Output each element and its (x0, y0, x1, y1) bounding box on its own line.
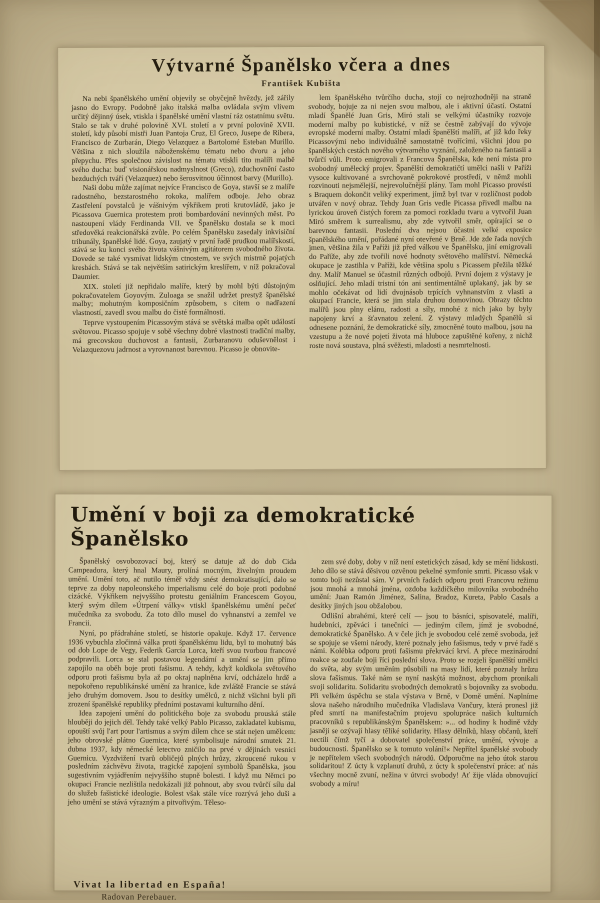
article1-byline: František Kubišta (261, 77, 341, 89)
right-edge-shadow (594, 0, 600, 240)
paragraph: Naši dobu může zajímat nejvíce Francisco de Goya, stavší se z malíře radostného, bezstarostného rokoka, malířem odboje. Jeho obraz Zastřelení povstalců je vášnivým výkřikem proti krutovládě, jako je Picassova Guernica protestem proti bombardování nevinných měst. Po nastoupení vlády Ferdinanda VII. ve Španělsku dostala se k moci středověká reakcionářská zvůle. Po celém Španělsku zasedaly inkvisiční tribunály, španělské lidé. Goya, zaujatý v první řadě prudkou malířskostí, stává se ku konci svého života vášnivým agitátorem svobodného života. Dovede se také vysmívat lidským ctnostem, ve svých mistrně pojatých kresbách. Stává se tak největším satirickým kreslířem, v níž pokračoval Daumier. (71, 182, 296, 281)
paragraph: Idea zapojení umění do politického boje za svobodu prouská stále hlouběji do jejich děl. Tehdy také velký Pablo Picasso, zakladatel kubismu, opouští svůj l'art pour l'artismus a svým dílem chce se stát nejen umělcem: jeho obrovské plátno Guernica, které symbolisuje národní smutek 21. dubna 1937, kdy německé letectvo zničilo na prvé v dějinách vesnici Guernicu. Vyzdvižení tvarů obličejů plných hrůzy, zkroucené rukou v posledním záchvěvu života, tragické zapojení symbolů Španělska, jsou sugestivním vyjádřením nejvyššího stupně bolesti. I když mu Němci po okupaci Francie nezlištila nedokázali již pohnout, aby svou tvůrčí sílu dal do služeb fašistické ideologie. Bolest však stále více rozrývá jeho duši a jeho umění se stává výrazným a pitvořivým. Těleso- (67, 708, 296, 807)
paragraph: Na nebi španělského umění objevily se obyčejně hvězdy, jež zářily jasno do Evropy. Podobně jako italská malba ovládala svým vlivem určitý dějinný úsek, vtiskla i španělské umění vlastní ráz ostatnímu světu. Stalo se tak v druhé polovině XVI. století a v první polovině XVII. století, kdy působí mistři Juan Pantoja Cruz, El Greco, Jusepe de Ribera, Francisco de Zurbarán, Diego Velazquez a Bartolomé Esteban Murillo. Většina z nich sloužila náboženskému tématu nebo dvoru a jeho přepychu. Přes společnou závislost na tématu vtiskli tito malíři malbě svého ducha: buď visionářskou nadmyslnost (Greco), zduchovnění často bezduchých tváří (Velazquez) nebo šerosvitnou účinnost barvy (Murillo). (71, 93, 295, 183)
article2-column-2 (310, 558, 539, 877)
article1-column-2 (308, 93, 533, 456)
page-corner-fold (538, 0, 600, 58)
article2-title: Umění v boji za demokratické Španělsko (70, 502, 416, 551)
paragraph: lem španělského tvůrčího ducha, stojí co nejrozhodněji na straně svobody, bojuje za ni nejen svou malbou, ale i aktivní účastí. Ostatní mladí Španělé Juan Gris, Miró stali se velkými účastníky rozvoje moderní malby po kubistické, v níž se čestně zabývají do vývoje evropské moderní malby. Ostatní mladí španělští malíři, ať již kdo řeky Picassovými nebo individuálně samostatně tvořícími, všichni jdou po španělských cestách nového výtvarného vyznání, založeného na fantasii a tvůrčí vůli. Proto emigrovali z Francova Španělska, kde není místa pro svobodný umělecký projev. Španělští demokratičtí umělci našli v Paříži vysoce kultivované a svrchovaně pokrokové prostředí, v němž mohli rozvinouti nejsmělejší, nejrevolučnější plány. Tam mohl Picasso provésti s Braquem dokončit veliký experiment, jímž byl tvar v rozličnost podob utvářen v nový obraz. Tehdy Juan Gris vedle Picassa přivedl malbu na lyrickou úroveň čistých forem za pomoci rozkladu tvaru a vytvořil Juan Miró směrem k surrealismu, aby zde vytvořil směr, opírající se o barevnou fantasii. Poslední dva nejsou účastni velké exposice španělského umění, pořádané nyní otevřené v Brně. Jde zde řada nových jmen, většina žila v Paříži již před válkou ve Španělsku, jiní emigrovali do Paříže, aby zde tvořili nové hodnoty světového malířství. Německá okupace je zastihla v Paříži, kde většina spolu s Picassem přežila těžké dny. Malíř Manuel se účastnil různých odbojů. První dojem z výstavy je oslňující. Jeho mladí tristní tón ani sentimentálně uplakaný, jak by se mohlo očekávat od lidí dvojnásob trpících vyhnanstvím z vlasti a okupací Francie, která se jim stala druhou domovinou. Obrazy těchto malířů jsou plny elánu, radosti a síly, mnohé z nich jako by byly napojeny krví a šťavnatou zelení. Z výstavy mladých Španělů si odnesene poznání, že demokratické síly, zmocněné touto malbou, jsou na vzestupu a že nové pojetí života má hluboce zapuštěné kořeny, z nichž roste nová soustava, plná svěžesti, mladosti a nesmrtelnosti. (308, 91, 533, 350)
paragraph: Odlišní abrahémi, které celí — jsou to básníci, spisovatelé, malíři, hudebníci, zpěváci i tanečníci — jediným cílem, jímž je svobodné, demokratické Španělsko. A v čele jich je svobodou celé země svoboda, jež se spojuje se všemi národy, které poznaly jeho fašismus, tedy v prvé řadě s námi. Kolébka odporu proti fašismu překrvácí krví. A přece mezinárodní reakce se zoufale boji říci poslední slova. Proto se rozjeli španělští umělci do světa, aby svým uměním působili na masy lidí, které poznaly hrůzu slova fašismus. Také nám se nyní naskýtá možnost, abychom pronikali svoji solidaritu. Solidaritu svobodných demokratů s bojovníky za svobodu. Při velkém úspěchu se stala výstava v Brně, v Domě umění. Naplníme slova našeho národního mučedníka Vladislava Vančury, která pronesl již před smrtí na manifestačním projevu spolupráce našich kulturních pracovníků s republikánským Španělskem: »... od hodiny k hodině vždy jasněji se ozývají hlasy těliké solidarity. Hlasy dělníků, hlasy občanů, kteří nectili čímž tyčí a dobovatel společenství práce, umění, vývoje a budoucnosti. Španělsko se k tomuto volání!« Nepřítel španělské svobody je nepřítelem všech svobodných národů. Odporučme na jeho útok starou solidaritou! Z úcty k vzplanutí druhů, z úcty k společenství práce: ať nás všechny mocně zvuní, nežina v útvrci svobody! Ať žije vláda obnovující svobody a míru! (309, 611, 539, 789)
article2-author: Radovan Perebauer. (101, 891, 177, 902)
article2-column-1 (68, 557, 297, 876)
article1-columns (71, 93, 533, 457)
paragraph: zem své doby, doby v níž není estetických zásad, kdy se mění lidskosti. Jeho dílo se stává děsivou ozvěnou pekelné symfonie smrti. Picasso však v tomto boji nezůstal sám. V prvních řadách odporu proti Francovu režimu jsou mnohá a mnohá jména, ozdoba každičkého milovníka svobodného umění: Juan Ramón Jiménez, Salina, Bradoz, Kureta, Pablo Casals a desítky jiných jsou obžalobou. (310, 557, 539, 611)
paragraph: Teprve vystoupením Picassovým stává se světská malba opět událostí světovou. Picasso spojuje v sobě všechny dobré vlastnosti tradiční malby, má grecovskou duchovost a fantasii, Zurbaranovu oduševnělost i Velazquezovu jadrnost a vyrovnanost barevnou. Picasso je obnovite- (72, 317, 296, 354)
article1-column-1 (71, 94, 296, 457)
article2-closing-slogan: Vivat la libertad en España! (73, 880, 227, 891)
article2-columns (68, 557, 539, 876)
article-umeni-v-boji (53, 493, 552, 902)
article1-title: Výtvarné Španělsko včera a dnes (151, 54, 451, 77)
paragraph: Nyní, po přádraháne století, se historie opakuje. Když 17. července 1936 vybuchla zločinná válka proti španělskému lidu, byl to mohutný bás od dob Lope de Vegy, Federik García Lorca, kteří svou tvorbou francové podpravili. Lorca se stal postavou legendární a umění se jim přímo zapojilo na oběh boje proti fašismu. A tehdy, když koldkola světového odporu proti fašismu byla až po okraj naplněna krví, odcházelo hrdě a nepokořeno republikánské umění za hranice, kde zvláště Francie se stává jeho druhým domovem. Jsou to desítky umělců, z nichž všichni byli při zrození španělské republiky předními postavami kulturního dění. (67, 628, 297, 709)
paragraph: Španělský osvobozovací boj, který se datuje až do dob Cida Campeadora, který hnal Maury, prolíná mocným, živelným proudem umění. Umění toto, ač nutilo téměř vždy snést demokratisující, dalo se teprve za doby napoleonského imperialismu celé do boje proti podobné cizácké. Výkřikem nejvyššího protestu geniálním Francescem Goyou, který svým dílem »Útrpení války« vtiskl španělskému umění pečeť mučedníka za svobodu. Za toto dílo musel do vyhnanství a zemřel ve Francii. (68, 556, 297, 628)
article-vytvarne-spanelsko (57, 45, 547, 471)
paragraph: XIX. století již nepřidalo malíře, který by mohl býti důstojným pokračovatelem Goyovým. Zuloaga se snažil udržet prestyž španělské malby; mohutným komposičním způsobem, s citem o nadřazení vlastností, zavedl svou malbu do čisté formálnosti. (72, 280, 296, 318)
